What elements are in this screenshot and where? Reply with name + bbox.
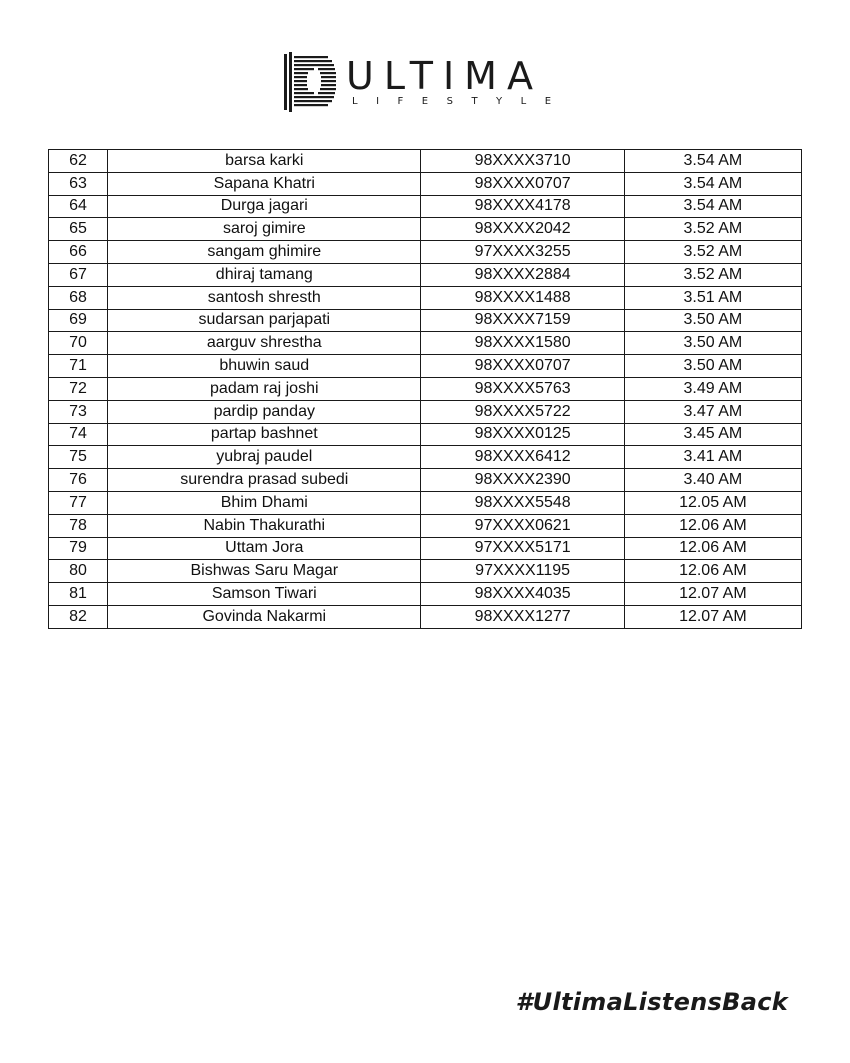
row-name: saroj gimire bbox=[108, 218, 421, 241]
table-row bbox=[49, 469, 802, 492]
row-number: 68 bbox=[49, 286, 108, 309]
row-time: 12.06 AM bbox=[624, 537, 801, 560]
row-time: 3.54 AM bbox=[624, 195, 801, 218]
table-row bbox=[49, 605, 802, 628]
logo-wordmark: ULTIMA bbox=[346, 54, 543, 98]
table-row bbox=[49, 514, 802, 537]
table-row bbox=[49, 172, 802, 195]
row-time: 3.50 AM bbox=[624, 355, 801, 378]
row-number: 78 bbox=[49, 514, 108, 537]
row-name: Durga jagari bbox=[108, 195, 421, 218]
row-number: 70 bbox=[49, 332, 108, 355]
row-time: 12.07 AM bbox=[624, 605, 801, 628]
row-time: 3.45 AM bbox=[624, 423, 801, 446]
logo-subtitle: LIFESTYLE bbox=[352, 96, 570, 107]
table-row bbox=[49, 332, 802, 355]
row-name: pardip panday bbox=[108, 400, 421, 423]
row-name: Samson Tiwari bbox=[108, 583, 421, 606]
table-row bbox=[49, 241, 802, 264]
table-row bbox=[49, 560, 802, 583]
row-time: 3.40 AM bbox=[624, 469, 801, 492]
row-phone: 98XXXX5763 bbox=[421, 377, 624, 400]
row-phone: 98XXXX4035 bbox=[421, 583, 624, 606]
table-row bbox=[49, 195, 802, 218]
row-name: Bishwas Saru Magar bbox=[108, 560, 421, 583]
row-name: Sapana Khatri bbox=[108, 172, 421, 195]
row-time: 3.54 AM bbox=[624, 150, 801, 173]
row-name: bhuwin saud bbox=[108, 355, 421, 378]
row-time: 12.05 AM bbox=[624, 491, 801, 514]
row-number: 62 bbox=[49, 150, 108, 173]
row-name: surendra prasad subedi bbox=[108, 469, 421, 492]
row-name: Govinda Nakarmi bbox=[108, 605, 421, 628]
row-name: partap bashnet bbox=[108, 423, 421, 446]
row-time: 3.51 AM bbox=[624, 286, 801, 309]
row-name: barsa karki bbox=[108, 150, 421, 173]
row-name: Bhim Dhami bbox=[108, 491, 421, 514]
row-number: 80 bbox=[49, 560, 108, 583]
row-name: Nabin Thakurathi bbox=[108, 514, 421, 537]
row-number: 79 bbox=[49, 537, 108, 560]
table-row bbox=[49, 263, 802, 286]
table-row bbox=[49, 446, 802, 469]
row-name: dhiraj tamang bbox=[108, 263, 421, 286]
row-number: 63 bbox=[49, 172, 108, 195]
row-time: 12.06 AM bbox=[624, 560, 801, 583]
row-number: 81 bbox=[49, 583, 108, 606]
table-row bbox=[49, 491, 802, 514]
row-phone: 97XXXX3255 bbox=[421, 241, 624, 264]
row-name: Uttam Jora bbox=[108, 537, 421, 560]
row-phone: 98XXXX0707 bbox=[421, 355, 624, 378]
row-phone: 98XXXX3710 bbox=[421, 150, 624, 173]
row-number: 64 bbox=[49, 195, 108, 218]
row-time: 3.50 AM bbox=[624, 309, 801, 332]
row-time: 3.49 AM bbox=[624, 377, 801, 400]
row-phone: 98XXXX4178 bbox=[421, 195, 624, 218]
row-phone: 98XXXX1488 bbox=[421, 286, 624, 309]
row-phone: 97XXXX5171 bbox=[421, 537, 624, 560]
row-phone: 98XXXX2884 bbox=[421, 263, 624, 286]
row-phone: 98XXXX7159 bbox=[421, 309, 624, 332]
row-phone: 98XXXX6412 bbox=[421, 446, 624, 469]
row-number: 75 bbox=[49, 446, 108, 469]
row-phone: 98XXXX5548 bbox=[421, 491, 624, 514]
row-name: yubraj paudel bbox=[108, 446, 421, 469]
row-number: 76 bbox=[49, 469, 108, 492]
row-number: 77 bbox=[49, 491, 108, 514]
table-row bbox=[49, 400, 802, 423]
table-row bbox=[49, 423, 802, 446]
table-row bbox=[49, 309, 802, 332]
table-row bbox=[49, 218, 802, 241]
row-time: 12.07 AM bbox=[624, 583, 801, 606]
table-row bbox=[49, 355, 802, 378]
row-phone: 98XXXX1580 bbox=[421, 332, 624, 355]
brand-logo bbox=[280, 50, 580, 120]
row-number: 66 bbox=[49, 241, 108, 264]
row-name: sudarsan parjapati bbox=[108, 309, 421, 332]
row-phone: 98XXXX5722 bbox=[421, 400, 624, 423]
row-phone: 98XXXX2390 bbox=[421, 469, 624, 492]
row-phone: 97XXXX0621 bbox=[421, 514, 624, 537]
row-number: 72 bbox=[49, 377, 108, 400]
row-phone: 98XXXX1277 bbox=[421, 605, 624, 628]
winners-table bbox=[48, 149, 802, 629]
row-phone: 98XXXX2042 bbox=[421, 218, 624, 241]
row-name: sangam ghimire bbox=[108, 241, 421, 264]
row-number: 73 bbox=[49, 400, 108, 423]
row-time: 3.50 AM bbox=[624, 332, 801, 355]
row-number: 74 bbox=[49, 423, 108, 446]
row-time: 3.52 AM bbox=[624, 241, 801, 264]
table-row bbox=[49, 150, 802, 173]
table-row bbox=[49, 583, 802, 606]
row-time: 12.06 AM bbox=[624, 514, 801, 537]
ultima-logo-icon bbox=[280, 50, 340, 114]
row-number: 65 bbox=[49, 218, 108, 241]
row-time: 3.52 AM bbox=[624, 263, 801, 286]
row-name: aarguv shrestha bbox=[108, 332, 421, 355]
row-time: 3.52 AM bbox=[624, 218, 801, 241]
row-time: 3.41 AM bbox=[624, 446, 801, 469]
table-row bbox=[49, 537, 802, 560]
row-number: 71 bbox=[49, 355, 108, 378]
row-number: 67 bbox=[49, 263, 108, 286]
hashtag-footer: #UltimaListensBack bbox=[515, 988, 788, 1016]
row-time: 3.47 AM bbox=[624, 400, 801, 423]
row-time: 3.54 AM bbox=[624, 172, 801, 195]
row-number: 69 bbox=[49, 309, 108, 332]
table-row bbox=[49, 377, 802, 400]
row-number: 82 bbox=[49, 605, 108, 628]
table-row bbox=[49, 286, 802, 309]
row-phone: 98XXXX0125 bbox=[421, 423, 624, 446]
row-name: padam raj joshi bbox=[108, 377, 421, 400]
row-phone: 98XXXX0707 bbox=[421, 172, 624, 195]
row-name: santosh shresth bbox=[108, 286, 421, 309]
row-phone: 97XXXX1195 bbox=[421, 560, 624, 583]
